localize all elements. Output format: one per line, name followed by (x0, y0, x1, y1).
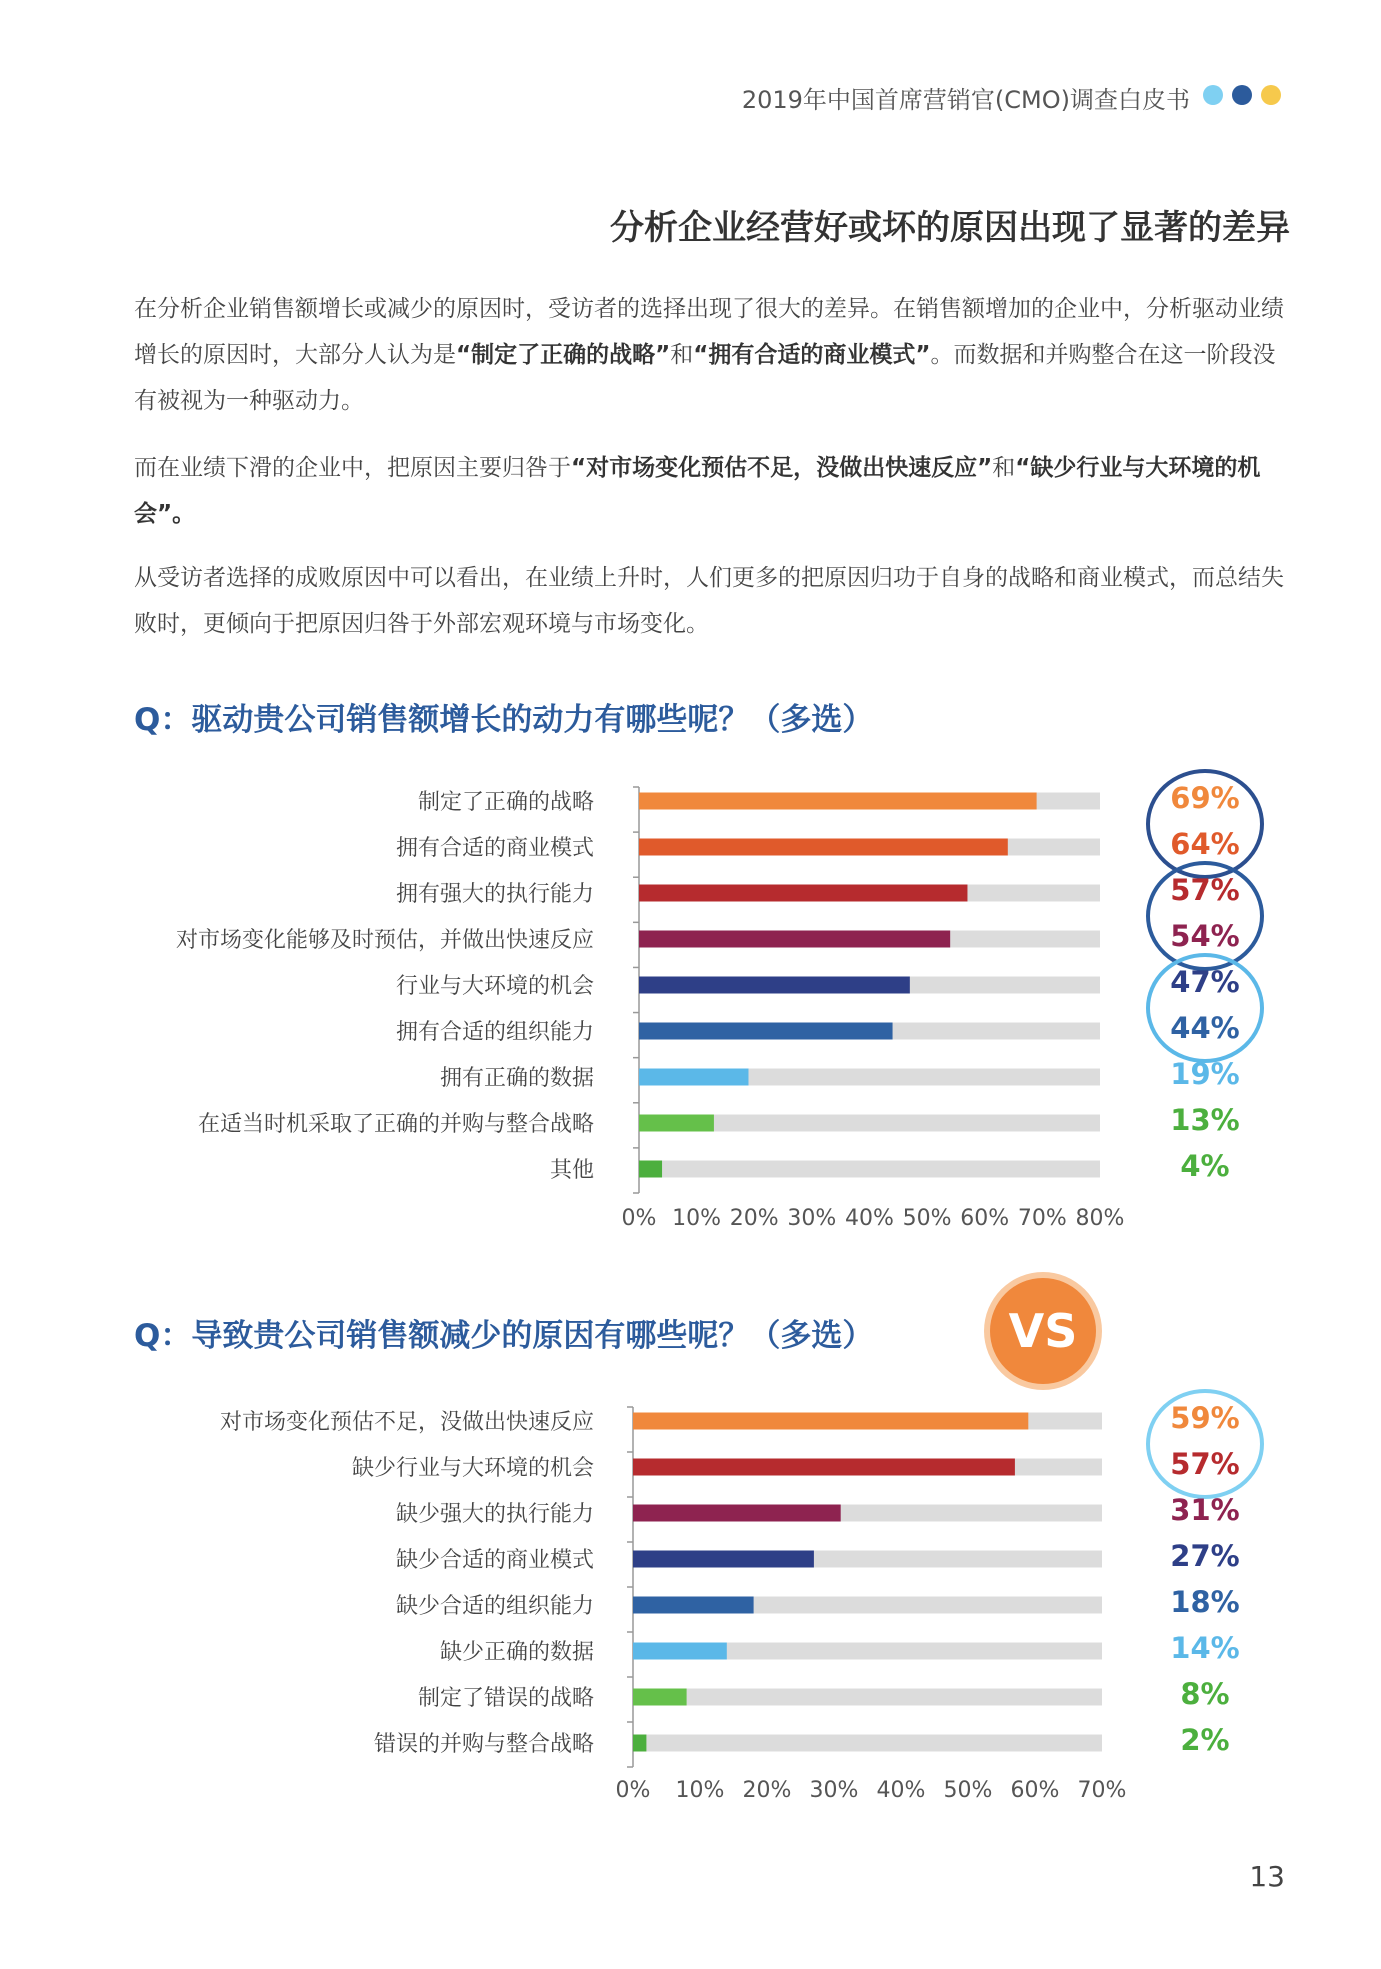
data-label: 19% (1170, 1057, 1240, 1091)
data-label: 44% (1170, 1011, 1240, 1045)
paragraph-1-text-c: 和 (670, 342, 694, 368)
paragraph-1-text-e: 。而数据和并购整合在这一阶段没有被视为一种驱动力。 (134, 342, 1276, 414)
x-tick-label: 40% (876, 1778, 926, 1803)
x-tick-label: 30% (809, 1778, 859, 1803)
bar (633, 1689, 687, 1706)
x-tick-label: 20% (742, 1778, 792, 1803)
category-label: 缺少合适的组织能力 (395, 1594, 594, 1619)
bar (633, 1735, 646, 1752)
bar (633, 1459, 1015, 1476)
page-number: 13 (1249, 1860, 1285, 1893)
x-tick-label: 10% (675, 1778, 725, 1803)
x-tick-label: 30% (787, 1206, 837, 1231)
x-tick-label: 80% (1075, 1206, 1125, 1231)
category-label: 制定了错误的战略 (417, 1686, 594, 1711)
category-label: 对市场变化预估不足，没做出快速反应 (219, 1410, 594, 1435)
data-label: 8% (1180, 1677, 1230, 1711)
bar (633, 1597, 754, 1614)
category-label: 拥有正确的数据 (439, 1066, 594, 1091)
x-tick-label: 0% (621, 1206, 657, 1231)
category-label: 在适当时机采取了正确的并购与整合战略 (197, 1112, 594, 1137)
chart-1-title: Q：驱动贵公司销售额增长的动力有哪些呢？（多选） (134, 702, 874, 738)
category-label: 错误的并购与整合战略 (373, 1732, 594, 1757)
paragraph-3: 从受访者选择的成败原因中可以看出，在业绩上升时，人们更多的把原因归功于自身的战略和商业模式，而总结失败时，更倾向于把原因归咎于外部宏观环境与市场变化。 (134, 565, 1284, 637)
category-label: 其他 (549, 1158, 594, 1183)
paragraph-2-bold-market: “对市场变化预估不足，没做出快速反应” (571, 455, 993, 481)
category-label: 拥有合适的商业模式 (395, 836, 594, 861)
x-tick-label: 70% (1077, 1778, 1127, 1803)
data-label: 2% (1180, 1723, 1230, 1757)
category-label: 缺少合适的商业模式 (395, 1548, 594, 1573)
x-tick-label: 10% (672, 1206, 722, 1231)
category-label: 拥有合适的组织能力 (395, 1020, 594, 1045)
report-header-title: 2019年中国首席营销官(CMO)调查白皮书 (741, 86, 1190, 114)
x-tick-label: 20% (729, 1206, 779, 1231)
paragraph-1-bold-model: “拥有合适的商业模式” (693, 342, 931, 368)
bar-track (633, 1735, 1102, 1752)
paragraph-1-text-a: 在分析企业销售额增长或减少的原因时，受访者的选择出现了很大的差异。在销售额增加的企业中，分析驱动业绩增长的原因时，大部分人认为是 (134, 296, 1284, 368)
category-label: 对市场变化能够及时预估，并做出快速反应 (175, 928, 594, 953)
data-label: 64% (1170, 827, 1240, 861)
x-tick-label: 50% (943, 1778, 993, 1803)
category-label: 制定了正确的战略 (417, 790, 594, 815)
category-label: 行业与大环境的机会 (395, 974, 594, 999)
x-tick-label: 0% (615, 1778, 651, 1803)
category-label: 缺少正确的数据 (439, 1640, 594, 1665)
x-tick-label: 50% (902, 1206, 952, 1231)
paragraph-2-text-c: 和 (992, 455, 1016, 481)
bar (633, 1413, 1028, 1430)
bar (633, 1643, 727, 1660)
category-label: 缺少行业与大环境的机会 (351, 1456, 594, 1481)
bar (633, 1505, 841, 1522)
paragraph-2-text-a: 而在业绩下滑的企业中，把原因主要归咎于 (134, 455, 571, 481)
x-tick-label: 60% (1010, 1778, 1060, 1803)
data-label: 69% (1170, 781, 1240, 815)
section-title: 分析企业经营好或坏的原因出现了显著的差异 (610, 208, 1290, 248)
data-label: 57% (1170, 873, 1240, 907)
data-label: 31% (1170, 1493, 1240, 1527)
bar-track (633, 1689, 1102, 1706)
bar (633, 1551, 814, 1568)
x-tick-label: 70% (1017, 1206, 1067, 1231)
data-label: 47% (1170, 965, 1240, 999)
paragraph-2-bold-opportunity: “缺少行业与大环境的机会”。 (134, 455, 1261, 527)
data-label: 27% (1170, 1539, 1240, 1573)
vs-badge: VS (990, 1278, 1096, 1384)
data-label: 13% (1170, 1103, 1240, 1137)
data-label: 18% (1170, 1585, 1240, 1619)
category-label: 拥有强大的执行能力 (395, 882, 594, 907)
chart-2-title: Q：导致贵公司销售额减少的原因有哪些呢？（多选） (134, 1318, 874, 1354)
paragraph-1-bold-strategy: “制定了正确的战略” (456, 342, 671, 368)
category-label: 缺少强大的执行能力 (395, 1502, 594, 1527)
data-label: 57% (1170, 1447, 1240, 1481)
x-tick-label: 60% (960, 1206, 1010, 1231)
data-label: 54% (1170, 919, 1240, 953)
data-label: 59% (1170, 1401, 1240, 1435)
data-label: 4% (1180, 1149, 1230, 1183)
x-tick-label: 40% (845, 1206, 894, 1231)
data-label: 14% (1170, 1631, 1240, 1665)
